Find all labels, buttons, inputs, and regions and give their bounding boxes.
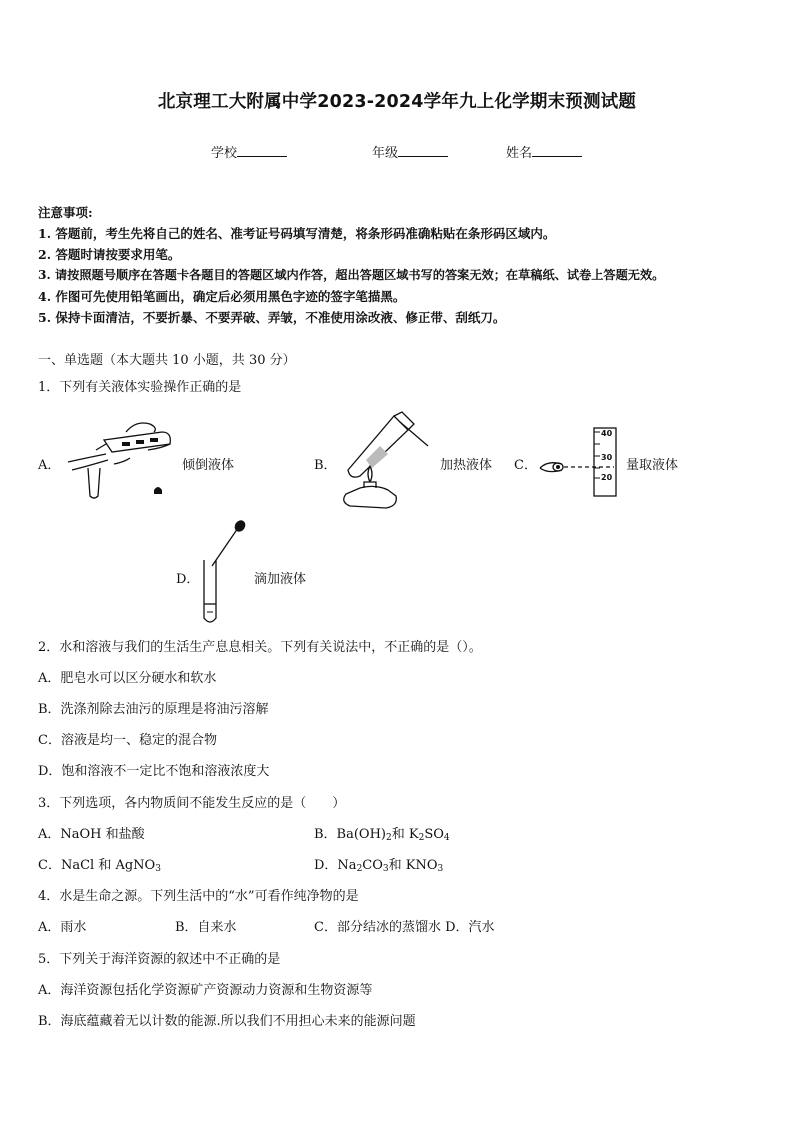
q3-d-subscript: 2 bbox=[356, 864, 363, 874]
school-field bbox=[211, 142, 287, 161]
option-c-caption: 量取液体 bbox=[626, 458, 679, 473]
q3-b-text: 和 K bbox=[391, 827, 419, 842]
option-c-letter: C． bbox=[514, 458, 537, 473]
notice-heading: 注意事项: bbox=[38, 205, 93, 220]
notice-item: 5. 保持卡面清洁，不要折暴、不要弄破、弄皱，不准使用涂改液、修正带、刮纸刀。 bbox=[38, 310, 506, 325]
question-3-stem: 3．下列选项，各内物质间不能发生反应的是（ ） bbox=[38, 796, 346, 811]
q2-option-c: C．溶液是均一、稳定的混合物 bbox=[38, 733, 217, 748]
question-4-stem: 4．水是生命之源。下列生活中的“水”可看作纯净物的是 bbox=[38, 889, 359, 904]
cylinder-tick-label: 20 bbox=[601, 473, 613, 482]
question-1-stem: 1．下列有关液体实验操作正确的是 bbox=[38, 380, 242, 395]
q3-b-subscript: 2 bbox=[386, 833, 392, 843]
q3-b-text: SO bbox=[424, 827, 444, 842]
q2-option-d: D．饱和溶液不一定比不饱和溶液浓度大 bbox=[38, 764, 270, 779]
q3-d-text: D．Na bbox=[314, 858, 357, 873]
q3-d-subscript: 3 bbox=[382, 864, 389, 874]
name-blank bbox=[532, 144, 582, 157]
q3-b-subscript: 4 bbox=[443, 833, 450, 843]
q4-option-a: A．雨水 bbox=[38, 920, 87, 935]
page-title: 北京理工大附属中学2023-2024学年九上化学期末预测试题 bbox=[157, 92, 637, 112]
q2-option-a: A．肥皂水可以区分硬水和软水 bbox=[38, 671, 217, 686]
name-label: 姓名 bbox=[506, 146, 533, 161]
q3-b-text: B．Ba(OH) bbox=[314, 827, 386, 842]
pouring-liquid-figure bbox=[66, 418, 178, 500]
q3-d-subscript: 3 bbox=[437, 864, 444, 874]
notice-item: 4. 作图可先使用铅笔画出，确定后必须用黑色字迹的签字笔描黑。 bbox=[38, 289, 406, 304]
q3-option-a: A．NaOH 和盐酸 bbox=[38, 827, 145, 842]
question-2-stem: 2．水和溶液与我们的生活生产息息相关。下列有关说法中，不正确的是（）。 bbox=[38, 640, 482, 655]
grade-field bbox=[372, 142, 448, 161]
q4-option-cd: C．部分结冰的蒸馏水 D．汽水 bbox=[314, 920, 495, 935]
q5-option-b: B．海底蕴藏着无以计数的能源.所以我们不用担心未来的能源问题 bbox=[38, 1014, 416, 1029]
q4-option-b: B．自来水 bbox=[175, 920, 237, 935]
q3-option-d bbox=[314, 854, 443, 874]
q2-option-b: B．洗涤剂除去油污的原理是将油污溶解 bbox=[38, 702, 269, 717]
option-d-caption: 滴加液体 bbox=[254, 572, 307, 587]
option-b-letter: B． bbox=[314, 458, 337, 473]
grade-label: 年级 bbox=[372, 146, 399, 161]
notice-item: 2. 答题时请按要求用笔。 bbox=[38, 247, 181, 262]
q3-c-text: C．NaCl 和 AgNO bbox=[38, 858, 156, 873]
section-heading: 一、单选题（本大题共 10 小题，共 30 分） bbox=[38, 353, 296, 368]
option-b-caption: 加热液体 bbox=[440, 458, 493, 473]
school-label: 学校 bbox=[211, 146, 238, 161]
q3-c-subscript: 3 bbox=[155, 864, 161, 874]
q5-option-a: A．海洋资源包括化学资源矿产资源动力资源和生物资源等 bbox=[38, 983, 373, 998]
option-a-letter: A． bbox=[38, 458, 61, 473]
notice-item: 1. 答题前，考生先将自己的姓名、准考证号码填写清楚，将条形码准确粘贴在条形码区域内。 bbox=[38, 226, 556, 241]
q3-d-text: 和 KNO bbox=[388, 858, 438, 873]
notice-item: 3. 请按照题号顺序在答题卡各题目的答题区域内作答，超出答题区域书写的答案无效；在草稿纸、试卷上答题无效。 bbox=[38, 268, 665, 282]
cylinder-tick-label: 40 bbox=[601, 429, 613, 438]
q3-b-subscript: 2 bbox=[418, 833, 425, 843]
cylinder-tick-label: 30 bbox=[601, 453, 613, 462]
q3-d-text: CO bbox=[362, 858, 383, 873]
heating-liquid-figure bbox=[336, 410, 436, 516]
question-5-stem: 5．下列关于海洋资源的叙述中不正确的是 bbox=[38, 952, 281, 967]
grade-blank bbox=[398, 144, 448, 157]
name-field bbox=[506, 142, 582, 161]
school-blank bbox=[237, 144, 287, 157]
dropper-test-tube-figure bbox=[198, 520, 252, 626]
measuring-cylinder-figure bbox=[538, 424, 624, 498]
option-d-letter: D． bbox=[176, 572, 200, 587]
q3-option-b bbox=[314, 823, 450, 843]
option-a-caption: 倾倒液体 bbox=[182, 458, 235, 473]
q3-option-c bbox=[38, 854, 161, 874]
